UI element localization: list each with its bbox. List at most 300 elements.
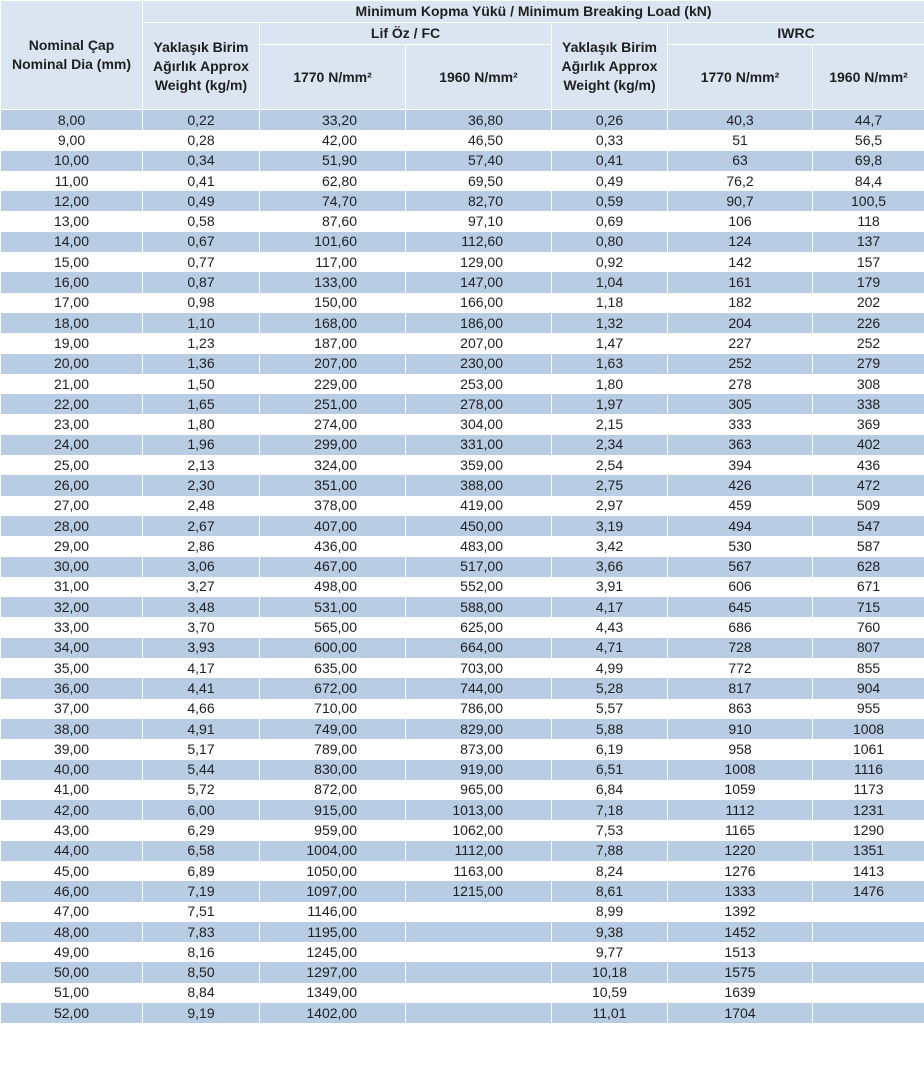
- cell-fc-1960: [406, 922, 552, 942]
- cell-iwrc-1960: 1231: [813, 800, 924, 820]
- cell-iwrc-weight: 0,33: [552, 130, 668, 150]
- cell-nominal-dia: 29,00: [1, 536, 143, 556]
- cell-fc-weight: 3,93: [143, 638, 260, 658]
- cell-nominal-dia: 34,00: [1, 638, 143, 658]
- cell-fc-1770: 378,00: [260, 496, 406, 516]
- cell-nominal-dia: 26,00: [1, 475, 143, 495]
- cell-fc-weight: 2,13: [143, 455, 260, 475]
- table-row: [1, 780, 924, 800]
- cell-iwrc-1770: 606: [668, 577, 813, 597]
- cell-fc-weight: 0,67: [143, 232, 260, 252]
- cell-nominal-dia: 22,00: [1, 394, 143, 414]
- cell-fc-weight: 3,27: [143, 577, 260, 597]
- cell-fc-weight: 9,19: [143, 1003, 260, 1023]
- cell-iwrc-1960: 157: [813, 252, 924, 272]
- cell-iwrc-1770: 204: [668, 313, 813, 333]
- cell-fc-1770: 1050,00: [260, 861, 406, 881]
- cell-nominal-dia: 35,00: [1, 658, 143, 678]
- cell-fc-1960: 230,00: [406, 354, 552, 374]
- cell-iwrc-weight: 9,77: [552, 942, 668, 962]
- cell-iwrc-1770: 252: [668, 354, 813, 374]
- cell-iwrc-1770: 40,3: [668, 110, 813, 131]
- table-header: [1, 1, 924, 110]
- cell-iwrc-weight: 9,38: [552, 922, 668, 942]
- cell-fc-1770: 498,00: [260, 577, 406, 597]
- cell-fc-1960: 829,00: [406, 719, 552, 739]
- table-body: [1, 110, 924, 1024]
- cell-iwrc-weight: 7,18: [552, 800, 668, 820]
- cell-iwrc-1770: 1008: [668, 760, 813, 780]
- table-row: [1, 658, 924, 678]
- cell-iwrc-1960: 1476: [813, 881, 924, 901]
- table-row: [1, 394, 924, 414]
- table-row: [1, 739, 924, 759]
- cell-iwrc-1960: 855: [813, 658, 924, 678]
- cell-iwrc-1960: 402: [813, 435, 924, 455]
- table-row: [1, 414, 924, 434]
- table-row: [1, 638, 924, 658]
- cell-fc-1960: 207,00: [406, 333, 552, 353]
- table-row: [1, 1003, 924, 1023]
- cell-iwrc-1770: 728: [668, 638, 813, 658]
- cell-iwrc-weight: 1,32: [552, 313, 668, 333]
- cell-iwrc-1770: 76,2: [668, 171, 813, 191]
- table-row: [1, 475, 924, 495]
- cell-iwrc-1770: 1112: [668, 800, 813, 820]
- cell-nominal-dia: 39,00: [1, 739, 143, 759]
- cell-fc-1960: 129,00: [406, 252, 552, 272]
- cell-fc-1770: 959,00: [260, 820, 406, 840]
- cell-fc-weight: 0,22: [143, 110, 260, 131]
- cell-fc-1770: 229,00: [260, 374, 406, 394]
- cell-fc-1770: 207,00: [260, 354, 406, 374]
- cell-iwrc-1770: 106: [668, 211, 813, 231]
- cell-nominal-dia: 21,00: [1, 374, 143, 394]
- cell-fc-1960: 450,00: [406, 516, 552, 536]
- table-row: [1, 557, 924, 577]
- cell-iwrc-1770: 1452: [668, 922, 813, 942]
- cell-iwrc-1770: 1513: [668, 942, 813, 962]
- cell-iwrc-1960: 338: [813, 394, 924, 414]
- cell-nominal-dia: 37,00: [1, 699, 143, 719]
- cell-iwrc-1960: 904: [813, 678, 924, 698]
- cell-iwrc-1770: 333: [668, 414, 813, 434]
- table-row: [1, 962, 924, 982]
- cell-iwrc-1770: 1704: [668, 1003, 813, 1023]
- cell-iwrc-weight: 0,49: [552, 171, 668, 191]
- cell-iwrc-weight: 4,43: [552, 617, 668, 637]
- cell-fc-weight: 4,91: [143, 719, 260, 739]
- cell-iwrc-weight: 2,54: [552, 455, 668, 475]
- cell-fc-weight: 3,70: [143, 617, 260, 637]
- cell-iwrc-1770: 772: [668, 658, 813, 678]
- cell-iwrc-weight: 8,24: [552, 861, 668, 881]
- cell-fc-weight: 3,06: [143, 557, 260, 577]
- cell-fc-1770: 1097,00: [260, 881, 406, 901]
- cell-nominal-dia: 24,00: [1, 435, 143, 455]
- cell-iwrc-1960: 628: [813, 557, 924, 577]
- cell-iwrc-1960: 955: [813, 699, 924, 719]
- table-row: [1, 922, 924, 942]
- table-row: [1, 820, 924, 840]
- table-row: [1, 760, 924, 780]
- cell-iwrc-1960: 252: [813, 333, 924, 353]
- cell-iwrc-1770: 182: [668, 293, 813, 313]
- cell-fc-1960: 69,50: [406, 171, 552, 191]
- cell-iwrc-weight: 10,18: [552, 962, 668, 982]
- cell-iwrc-weight: 3,42: [552, 536, 668, 556]
- cell-fc-weight: 5,72: [143, 780, 260, 800]
- cell-fc-1960: 304,00: [406, 414, 552, 434]
- cell-fc-1960: 1215,00: [406, 881, 552, 901]
- cell-iwrc-weight: 2,97: [552, 496, 668, 516]
- cell-fc-1770: 324,00: [260, 455, 406, 475]
- cell-iwrc-1960: 1351: [813, 841, 924, 861]
- cell-fc-1770: 1195,00: [260, 922, 406, 942]
- cell-iwrc-weight: 6,51: [552, 760, 668, 780]
- cell-fc-1770: 51,90: [260, 151, 406, 171]
- table-row: [1, 942, 924, 962]
- cell-iwrc-1960: 69,8: [813, 151, 924, 171]
- cell-fc-weight: 0,34: [143, 151, 260, 171]
- cell-iwrc-weight: 3,19: [552, 516, 668, 536]
- cell-nominal-dia: 18,00: [1, 313, 143, 333]
- cell-iwrc-weight: 3,66: [552, 557, 668, 577]
- cell-fc-1770: 101,60: [260, 232, 406, 252]
- cell-fc-weight: 8,50: [143, 962, 260, 982]
- cell-iwrc-1770: 227: [668, 333, 813, 353]
- cell-iwrc-weight: 1,63: [552, 354, 668, 374]
- cell-nominal-dia: 16,00: [1, 272, 143, 292]
- cell-fc-1770: 830,00: [260, 760, 406, 780]
- cell-iwrc-1960: 179: [813, 272, 924, 292]
- cell-fc-weight: 6,29: [143, 820, 260, 840]
- cell-iwrc-weight: 0,92: [552, 252, 668, 272]
- cell-iwrc-1960: 1061: [813, 739, 924, 759]
- cell-fc-1770: 635,00: [260, 658, 406, 678]
- cell-fc-1770: 1245,00: [260, 942, 406, 962]
- cell-fc-weight: 2,48: [143, 496, 260, 516]
- header-nominal-dia: Nominal Çap Nominal Dia (mm): [1, 1, 143, 110]
- cell-fc-1770: 872,00: [260, 780, 406, 800]
- cell-iwrc-weight: 0,59: [552, 191, 668, 211]
- cell-fc-1960: 1163,00: [406, 861, 552, 881]
- cell-iwrc-1770: 494: [668, 516, 813, 536]
- cell-fc-1960: 703,00: [406, 658, 552, 678]
- cell-fc-weight: 3,48: [143, 597, 260, 617]
- cell-iwrc-weight: 4,17: [552, 597, 668, 617]
- cell-iwrc-1960: 369: [813, 414, 924, 434]
- cell-fc-weight: 0,87: [143, 272, 260, 292]
- cell-fc-1770: 789,00: [260, 739, 406, 759]
- table-row: [1, 516, 924, 536]
- cell-fc-1770: 710,00: [260, 699, 406, 719]
- cell-iwrc-weight: 5,57: [552, 699, 668, 719]
- cell-iwrc-weight: 1,47: [552, 333, 668, 353]
- cell-fc-1960: 1062,00: [406, 820, 552, 840]
- table-row: [1, 354, 924, 374]
- cell-iwrc-1960: [813, 962, 924, 982]
- cell-iwrc-1960: 1008: [813, 719, 924, 739]
- cell-fc-1770: 33,20: [260, 110, 406, 131]
- cell-iwrc-1770: 278: [668, 374, 813, 394]
- cell-nominal-dia: 19,00: [1, 333, 143, 353]
- cell-iwrc-1770: 567: [668, 557, 813, 577]
- table-row: [1, 252, 924, 272]
- cell-fc-weight: 1,36: [143, 354, 260, 374]
- cell-iwrc-weight: 1,18: [552, 293, 668, 313]
- cell-iwrc-weight: 6,19: [552, 739, 668, 759]
- cell-iwrc-1960: 118: [813, 211, 924, 231]
- cell-fc-1960: 483,00: [406, 536, 552, 556]
- cell-nominal-dia: 52,00: [1, 1003, 143, 1023]
- cell-fc-1960: 517,00: [406, 557, 552, 577]
- cell-fc-1960: 552,00: [406, 577, 552, 597]
- cell-fc-1960: 965,00: [406, 780, 552, 800]
- cell-iwrc-1960: 1413: [813, 861, 924, 881]
- cell-fc-weight: 0,98: [143, 293, 260, 313]
- cell-fc-weight: 6,58: [143, 841, 260, 861]
- cell-iwrc-weight: 2,34: [552, 435, 668, 455]
- cell-iwrc-1960: [813, 1003, 924, 1023]
- cell-iwrc-1770: 51: [668, 130, 813, 150]
- cell-fc-1770: 749,00: [260, 719, 406, 739]
- table-row: [1, 841, 924, 861]
- table-row: [1, 496, 924, 516]
- cell-fc-1770: 531,00: [260, 597, 406, 617]
- cell-iwrc-weight: 4,71: [552, 638, 668, 658]
- cell-fc-1960: 1112,00: [406, 841, 552, 861]
- cell-nominal-dia: 36,00: [1, 678, 143, 698]
- cell-nominal-dia: 42,00: [1, 800, 143, 820]
- cell-fc-1960: 359,00: [406, 455, 552, 475]
- cell-fc-1770: 407,00: [260, 516, 406, 536]
- cell-fc-weight: 4,41: [143, 678, 260, 698]
- cell-fc-1960: 82,70: [406, 191, 552, 211]
- cell-fc-1960: 46,50: [406, 130, 552, 150]
- cell-iwrc-1770: 1639: [668, 983, 813, 1003]
- cell-fc-1960: 744,00: [406, 678, 552, 698]
- table-row: [1, 902, 924, 922]
- cell-fc-1770: 672,00: [260, 678, 406, 698]
- cell-iwrc-1960: 671: [813, 577, 924, 597]
- cell-fc-1960: 873,00: [406, 739, 552, 759]
- cell-fc-weight: 2,67: [143, 516, 260, 536]
- cell-fc-1770: 1349,00: [260, 983, 406, 1003]
- cell-nominal-dia: 31,00: [1, 577, 143, 597]
- cell-iwrc-weight: 8,61: [552, 881, 668, 901]
- cell-iwrc-weight: 3,91: [552, 577, 668, 597]
- cell-iwrc-1960: [813, 983, 924, 1003]
- cell-nominal-dia: 41,00: [1, 780, 143, 800]
- header-fc-weight: Yaklaşık Birim Ağırlık Approx Weight (kg/m): [143, 23, 260, 110]
- cell-fc-1770: 565,00: [260, 617, 406, 637]
- table-row: [1, 191, 924, 211]
- cell-nominal-dia: 15,00: [1, 252, 143, 272]
- cell-iwrc-weight: 7,53: [552, 820, 668, 840]
- header-fc-1960: 1960 N/mm²: [406, 45, 552, 110]
- cell-iwrc-1770: 863: [668, 699, 813, 719]
- cell-fc-weight: 7,51: [143, 902, 260, 922]
- cell-fc-1960: 625,00: [406, 617, 552, 637]
- cell-fc-1960: 1013,00: [406, 800, 552, 820]
- cell-iwrc-weight: 2,15: [552, 414, 668, 434]
- cell-iwrc-weight: 5,28: [552, 678, 668, 698]
- cell-iwrc-1770: 958: [668, 739, 813, 759]
- cell-iwrc-1770: 426: [668, 475, 813, 495]
- cell-fc-1770: 1297,00: [260, 962, 406, 982]
- cell-fc-1960: 786,00: [406, 699, 552, 719]
- cell-nominal-dia: 48,00: [1, 922, 143, 942]
- cell-fc-weight: 5,44: [143, 760, 260, 780]
- cell-fc-1960: [406, 902, 552, 922]
- cell-fc-1770: 467,00: [260, 557, 406, 577]
- cell-iwrc-1770: 142: [668, 252, 813, 272]
- header-iwrc-group: IWRC: [668, 23, 924, 45]
- cell-fc-1960: [406, 942, 552, 962]
- cell-fc-1770: 1146,00: [260, 902, 406, 922]
- table-row: [1, 151, 924, 171]
- cell-iwrc-1960: 587: [813, 536, 924, 556]
- cell-iwrc-1770: 1392: [668, 902, 813, 922]
- cell-fc-1770: 915,00: [260, 800, 406, 820]
- cell-iwrc-weight: 11,01: [552, 1003, 668, 1023]
- cell-fc-weight: 8,84: [143, 983, 260, 1003]
- cell-fc-weight: 4,17: [143, 658, 260, 678]
- cell-nominal-dia: 44,00: [1, 841, 143, 861]
- cell-nominal-dia: 28,00: [1, 516, 143, 536]
- cell-fc-1960: [406, 1003, 552, 1023]
- cell-iwrc-1960: 1173: [813, 780, 924, 800]
- cell-iwrc-1770: 63: [668, 151, 813, 171]
- table-row: [1, 983, 924, 1003]
- cell-iwrc-1770: 1059: [668, 780, 813, 800]
- cell-nominal-dia: 40,00: [1, 760, 143, 780]
- cell-iwrc-1770: 363: [668, 435, 813, 455]
- cell-nominal-dia: 10,00: [1, 151, 143, 171]
- cell-fc-weight: 0,58: [143, 211, 260, 231]
- cell-iwrc-1960: [813, 942, 924, 962]
- table-row: [1, 536, 924, 556]
- cell-nominal-dia: 25,00: [1, 455, 143, 475]
- cell-nominal-dia: 30,00: [1, 557, 143, 577]
- cell-iwrc-weight: 0,69: [552, 211, 668, 231]
- cell-fc-1960: 388,00: [406, 475, 552, 495]
- cell-iwrc-weight: 2,75: [552, 475, 668, 495]
- cell-fc-1770: 1402,00: [260, 1003, 406, 1023]
- cell-fc-1960: 57,40: [406, 151, 552, 171]
- cell-iwrc-1960: 760: [813, 617, 924, 637]
- cell-fc-1960: 147,00: [406, 272, 552, 292]
- cell-iwrc-1770: 161: [668, 272, 813, 292]
- cell-nominal-dia: 51,00: [1, 983, 143, 1003]
- table-row: [1, 719, 924, 739]
- cell-iwrc-weight: 1,04: [552, 272, 668, 292]
- cell-fc-1960: 588,00: [406, 597, 552, 617]
- cell-iwrc-weight: 6,84: [552, 780, 668, 800]
- cell-iwrc-weight: 0,26: [552, 110, 668, 131]
- cell-fc-1770: 251,00: [260, 394, 406, 414]
- cell-nominal-dia: 13,00: [1, 211, 143, 231]
- cell-iwrc-1770: 1333: [668, 881, 813, 901]
- cell-nominal-dia: 20,00: [1, 354, 143, 374]
- cell-iwrc-1960: [813, 922, 924, 942]
- cell-fc-1960: [406, 983, 552, 1003]
- cell-iwrc-1770: 394: [668, 455, 813, 475]
- cell-iwrc-1770: 124: [668, 232, 813, 252]
- cell-iwrc-1770: 530: [668, 536, 813, 556]
- cell-fc-1770: 351,00: [260, 475, 406, 495]
- cell-fc-1960: [406, 962, 552, 982]
- table-row: [1, 293, 924, 313]
- cell-nominal-dia: 9,00: [1, 130, 143, 150]
- cell-nominal-dia: 27,00: [1, 496, 143, 516]
- table-row: [1, 110, 924, 131]
- cell-iwrc-1960: 715: [813, 597, 924, 617]
- cell-iwrc-1770: 817: [668, 678, 813, 698]
- cell-fc-weight: 1,10: [143, 313, 260, 333]
- cell-fc-weight: 7,83: [143, 922, 260, 942]
- cell-fc-weight: 6,00: [143, 800, 260, 820]
- cell-fc-1770: 168,00: [260, 313, 406, 333]
- cell-nominal-dia: 12,00: [1, 191, 143, 211]
- cell-iwrc-1770: 1165: [668, 820, 813, 840]
- cell-fc-1770: 600,00: [260, 638, 406, 658]
- cell-fc-1770: 62,80: [260, 171, 406, 191]
- cell-iwrc-1960: 56,5: [813, 130, 924, 150]
- cell-iwrc-weight: 7,88: [552, 841, 668, 861]
- table-row: [1, 455, 924, 475]
- cell-iwrc-weight: 4,99: [552, 658, 668, 678]
- cell-fc-1770: 299,00: [260, 435, 406, 455]
- cell-iwrc-1770: 910: [668, 719, 813, 739]
- cell-nominal-dia: 17,00: [1, 293, 143, 313]
- cell-nominal-dia: 33,00: [1, 617, 143, 637]
- cell-iwrc-1960: 202: [813, 293, 924, 313]
- cell-nominal-dia: 43,00: [1, 820, 143, 840]
- cell-fc-1960: 278,00: [406, 394, 552, 414]
- cell-iwrc-1960: 1290: [813, 820, 924, 840]
- cell-fc-1960: 97,10: [406, 211, 552, 231]
- cell-fc-1770: 117,00: [260, 252, 406, 272]
- cell-fc-weight: 1,50: [143, 374, 260, 394]
- table-row: [1, 597, 924, 617]
- table-row: [1, 617, 924, 637]
- cell-iwrc-1960: 279: [813, 354, 924, 374]
- cell-fc-weight: 1,65: [143, 394, 260, 414]
- cell-fc-weight: 1,23: [143, 333, 260, 353]
- cell-nominal-dia: 8,00: [1, 110, 143, 131]
- cell-fc-1960: 36,80: [406, 110, 552, 131]
- cell-iwrc-weight: 10,59: [552, 983, 668, 1003]
- cell-iwrc-1770: 1276: [668, 861, 813, 881]
- table-row: [1, 861, 924, 881]
- cell-nominal-dia: 47,00: [1, 902, 143, 922]
- cell-iwrc-1770: 1220: [668, 841, 813, 861]
- cell-iwrc-1960: 472: [813, 475, 924, 495]
- cell-nominal-dia: 50,00: [1, 962, 143, 982]
- cell-iwrc-1960: 84,4: [813, 171, 924, 191]
- cell-fc-weight: 7,19: [143, 881, 260, 901]
- table-row: [1, 313, 924, 333]
- cell-iwrc-1960: 226: [813, 313, 924, 333]
- cell-iwrc-1960: 100,5: [813, 191, 924, 211]
- table-row: [1, 435, 924, 455]
- table-row: [1, 232, 924, 252]
- cell-iwrc-1960: 137: [813, 232, 924, 252]
- cell-iwrc-1770: 686: [668, 617, 813, 637]
- cell-fc-weight: 0,77: [143, 252, 260, 272]
